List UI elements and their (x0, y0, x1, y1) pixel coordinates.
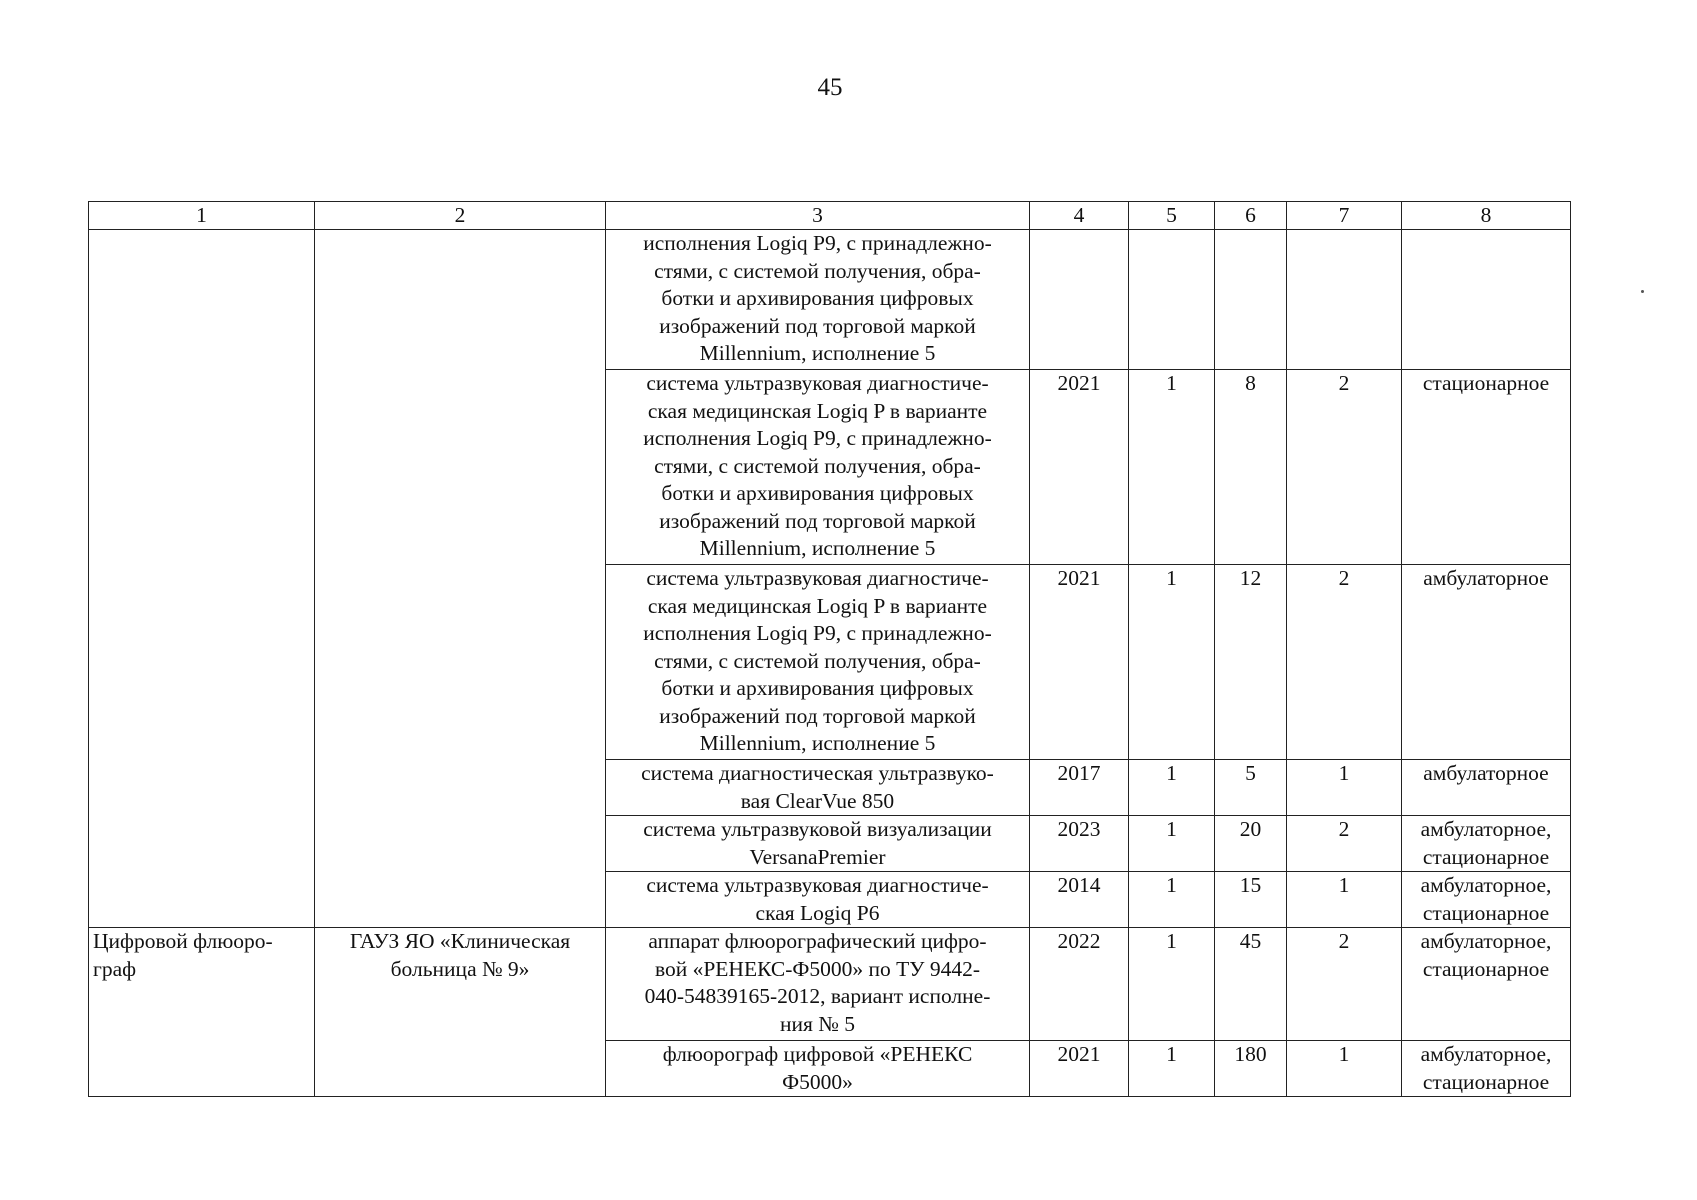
col7-cell: 2 (1287, 565, 1402, 760)
col6-cell: 45 (1215, 928, 1287, 1041)
year-cell: 2022 (1030, 928, 1129, 1041)
equipment-type-cell (89, 230, 315, 928)
device-description-cell: система ультразвуковая диагностиче- ская медицинская Logiq P в варианте исполнения Logiq P9, с принадлежно- стями, с системой получения, обра- ботки и архивирования цифровых изображений под торговой маркой Millennium, исполнение 5 (606, 370, 1030, 565)
page-number: 45 (817, 74, 843, 101)
device-description-cell: система диагностическая ультразвуко- вая ClearVue 850 (606, 760, 1030, 816)
col6-cell: 15 (1215, 872, 1287, 928)
quantity-cell: 1 (1129, 1041, 1215, 1097)
quantity-cell (1129, 230, 1215, 370)
col7-cell: 2 (1287, 928, 1402, 1041)
organization-cell (315, 230, 606, 928)
quantity-cell: 1 (1129, 370, 1215, 565)
header-cell: 4 (1030, 202, 1129, 230)
year-cell: 2021 (1030, 1041, 1129, 1097)
header-cell: 2 (315, 202, 606, 230)
equipment-type-cell: Цифровой флюоро- граф (89, 928, 315, 1097)
mode-cell: стационарное (1402, 370, 1571, 565)
col6-cell: 5 (1215, 760, 1287, 816)
header-cell: 8 (1402, 202, 1571, 230)
quantity-cell: 1 (1129, 816, 1215, 872)
device-description-cell: система ультразвуковая диагностиче- ская медицинская Logiq P в варианте исполнения Logiq P9, с принадлежно- стями, с системой получения, обра- ботки и архивирования цифровых изображений под торговой маркой Millennium, исполнение 5 (606, 565, 1030, 760)
header-cell: 7 (1287, 202, 1402, 230)
col7-cell (1287, 230, 1402, 370)
year-cell: 2023 (1030, 816, 1129, 872)
organization-cell: ГАУЗ ЯО «Клиническая больница № 9» (315, 928, 606, 1097)
year-cell: 2021 (1030, 565, 1129, 760)
mode-cell: амбулаторное (1402, 760, 1571, 816)
table-header-row (89, 202, 1571, 230)
quantity-cell: 1 (1129, 928, 1215, 1041)
col7-cell: 1 (1287, 872, 1402, 928)
device-description-cell: система ультразвуковая диагностиче- ская Logiq P6 (606, 872, 1030, 928)
device-description-cell: аппарат флюорографический цифро- вой «РЕНЕКС-Ф5000» по ТУ 9442- 040-54839165-2012, вариант исполне- ния № 5 (606, 928, 1030, 1041)
year-cell: 2021 (1030, 370, 1129, 565)
col7-cell: 1 (1287, 760, 1402, 816)
table-row (89, 230, 1571, 370)
col7-cell: 2 (1287, 370, 1402, 565)
mode-cell: амбулаторное, стационарное (1402, 928, 1571, 1041)
year-cell: 2014 (1030, 872, 1129, 928)
mode-cell: амбулаторное, стационарное (1402, 872, 1571, 928)
col6-cell: 20 (1215, 816, 1287, 872)
equipment-table (88, 201, 1571, 1097)
quantity-cell: 1 (1129, 565, 1215, 760)
quantity-cell: 1 (1129, 872, 1215, 928)
header-cell: 3 (606, 202, 1030, 230)
col6-cell: 12 (1215, 565, 1287, 760)
year-cell (1030, 230, 1129, 370)
header-cell: 1 (89, 202, 315, 230)
table-row (89, 928, 1571, 1041)
scan-speck (1641, 290, 1644, 293)
device-description-cell: исполнения Logiq P9, с принадлежно- стями, с системой получения, обра- ботки и архивирования цифровых изображений под торговой маркой Millennium, исполнение 5 (606, 230, 1030, 370)
device-description-cell: система ультразвуковой визуализации VersanaPremier (606, 816, 1030, 872)
mode-cell: амбулаторное, стационарное (1402, 816, 1571, 872)
mode-cell: амбулаторное (1402, 565, 1571, 760)
col6-cell (1215, 230, 1287, 370)
device-description-cell: флюорограф цифровой «РЕНЕКС Ф5000» (606, 1041, 1030, 1097)
col6-cell: 8 (1215, 370, 1287, 565)
mode-cell (1402, 230, 1571, 370)
header-cell: 5 (1129, 202, 1215, 230)
header-cell: 6 (1215, 202, 1287, 230)
col7-cell: 1 (1287, 1041, 1402, 1097)
col6-cell: 180 (1215, 1041, 1287, 1097)
year-cell: 2017 (1030, 760, 1129, 816)
col7-cell: 2 (1287, 816, 1402, 872)
quantity-cell: 1 (1129, 760, 1215, 816)
mode-cell: амбулаторное, стационарное (1402, 1041, 1571, 1097)
